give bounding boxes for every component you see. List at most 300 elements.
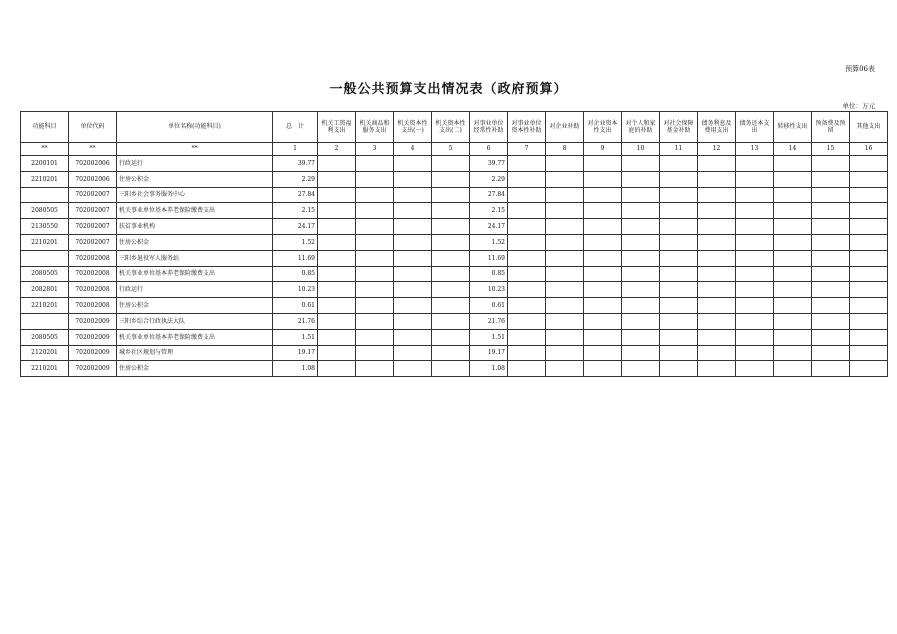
value-cell xyxy=(660,203,698,219)
unit-code-cell: 702002008 xyxy=(69,250,117,266)
column-index: 16 xyxy=(850,143,888,156)
value-cell xyxy=(394,282,432,298)
table-row xyxy=(21,187,888,203)
value-cell xyxy=(318,250,356,266)
value-cell xyxy=(660,171,698,187)
value-cell xyxy=(394,345,432,361)
function-code-cell xyxy=(21,250,69,266)
column-index: 12 xyxy=(698,143,736,156)
column-index: ** xyxy=(117,143,273,156)
value-cell xyxy=(318,266,356,282)
page-title: 一般公共预算支出情况表（政府预算） xyxy=(329,82,568,97)
value-cell xyxy=(432,298,470,314)
column-header: 转移性支出 xyxy=(774,112,812,143)
column-header: 机关资本性支出(二) xyxy=(432,112,470,143)
function-code-cell: 2210201 xyxy=(21,361,69,377)
value-cell xyxy=(812,156,850,172)
value-cell xyxy=(812,313,850,329)
column-header: 对事业单位经常性补助 xyxy=(470,112,508,143)
value-cell xyxy=(736,156,774,172)
value-cell xyxy=(736,171,774,187)
unit-name-cell: 三阳乡综合行政执法大队 xyxy=(117,313,273,329)
total-cell: 27.84 xyxy=(273,187,318,203)
form-number: 预算06表 xyxy=(845,65,875,73)
value-cell xyxy=(850,361,888,377)
value-cell: 27.84 xyxy=(470,187,508,203)
value-cell xyxy=(394,298,432,314)
value-cell xyxy=(432,282,470,298)
total-cell: 10.23 xyxy=(273,282,318,298)
value-cell xyxy=(508,329,546,345)
value-cell xyxy=(508,187,546,203)
value-cell xyxy=(812,329,850,345)
value-cell xyxy=(546,361,584,377)
value-cell xyxy=(850,171,888,187)
value-cell: 0.85 xyxy=(470,266,508,282)
total-cell: 1.08 xyxy=(273,361,318,377)
value-cell: 21.76 xyxy=(470,313,508,329)
value-cell xyxy=(736,203,774,219)
column-header: 机关工资福利支出 xyxy=(318,112,356,143)
unit-name-cell: 扶贫事业机构 xyxy=(117,219,273,235)
value-cell xyxy=(318,282,356,298)
column-header: 机关资本性支出(一) xyxy=(394,112,432,143)
value-cell xyxy=(394,187,432,203)
value-cell xyxy=(356,313,394,329)
column-header: 单位代码 xyxy=(69,112,117,143)
value-cell xyxy=(584,345,622,361)
value-cell xyxy=(584,313,622,329)
value-cell xyxy=(432,203,470,219)
total-cell: 1.52 xyxy=(273,234,318,250)
value-cell xyxy=(698,345,736,361)
value-cell xyxy=(736,345,774,361)
value-cell xyxy=(774,361,812,377)
value-cell xyxy=(546,171,584,187)
value-cell xyxy=(850,234,888,250)
value-cell xyxy=(546,156,584,172)
value-cell xyxy=(318,203,356,219)
value-cell xyxy=(774,298,812,314)
value-cell xyxy=(394,203,432,219)
column-index: 3 xyxy=(356,143,394,156)
unit-name-cell: 住房公积金 xyxy=(117,298,273,314)
unit-code-cell: 702002007 xyxy=(69,203,117,219)
value-cell xyxy=(546,219,584,235)
column-index: 11 xyxy=(660,143,698,156)
value-cell xyxy=(622,282,660,298)
unit-code-cell: 702002006 xyxy=(69,171,117,187)
unit-name-cell: 城乡社区规划与管理 xyxy=(117,345,273,361)
column-header: 单位名称(功能科目) xyxy=(117,112,273,143)
value-cell xyxy=(584,156,622,172)
value-cell xyxy=(546,282,584,298)
value-cell xyxy=(698,282,736,298)
value-cell xyxy=(736,266,774,282)
total-cell: 24.17 xyxy=(273,219,318,235)
budget-table xyxy=(20,111,888,377)
function-code-cell: 2082801 xyxy=(21,282,69,298)
value-cell: 2.29 xyxy=(470,171,508,187)
table-row xyxy=(21,156,888,172)
value-cell xyxy=(850,250,888,266)
value-cell: 11.69 xyxy=(470,250,508,266)
value-cell xyxy=(850,187,888,203)
column-index: 10 xyxy=(622,143,660,156)
value-cell xyxy=(432,345,470,361)
value-cell xyxy=(660,313,698,329)
value-cell xyxy=(850,156,888,172)
value-cell xyxy=(698,234,736,250)
unit-code-cell: 702002009 xyxy=(69,313,117,329)
value-cell xyxy=(356,298,394,314)
value-cell xyxy=(660,282,698,298)
function-code-cell: 2120201 xyxy=(21,345,69,361)
unit-name-cell: 三阳乡退役军人服务站 xyxy=(117,250,273,266)
value-cell xyxy=(432,361,470,377)
value-cell xyxy=(660,329,698,345)
value-cell xyxy=(508,219,546,235)
value-cell: 1.08 xyxy=(470,361,508,377)
value-cell xyxy=(356,156,394,172)
value-cell xyxy=(736,250,774,266)
column-header: 对事业单位资本性补助 xyxy=(508,112,546,143)
value-cell xyxy=(622,234,660,250)
value-cell xyxy=(812,171,850,187)
value-cell xyxy=(546,203,584,219)
table-row xyxy=(21,266,888,282)
column-index: ** xyxy=(69,143,117,156)
value-cell xyxy=(356,250,394,266)
table-row xyxy=(21,203,888,219)
value-cell xyxy=(698,266,736,282)
value-cell xyxy=(584,266,622,282)
value-cell xyxy=(698,329,736,345)
unit-name-cell: 行政运行 xyxy=(117,282,273,298)
column-header: 对社会保障基金补助 xyxy=(660,112,698,143)
function-code-cell: 2200101 xyxy=(21,156,69,172)
value-cell xyxy=(432,266,470,282)
value-cell xyxy=(698,203,736,219)
value-cell xyxy=(812,187,850,203)
column-index: 6 xyxy=(470,143,508,156)
value-cell xyxy=(394,329,432,345)
unit-label: 单位：万元 xyxy=(842,102,875,110)
column-index: 2 xyxy=(318,143,356,156)
value-cell xyxy=(432,187,470,203)
column-header: 对企业资本性支出 xyxy=(584,112,622,143)
value-cell xyxy=(546,298,584,314)
value-cell xyxy=(432,250,470,266)
unit-name-cell: 三阳乡社会事务服务中心 xyxy=(117,187,273,203)
value-cell: 2.15 xyxy=(470,203,508,219)
value-cell xyxy=(812,203,850,219)
value-cell xyxy=(774,203,812,219)
value-cell xyxy=(850,313,888,329)
function-code-cell: 2210201 xyxy=(21,234,69,250)
value-cell xyxy=(318,234,356,250)
value-cell xyxy=(622,298,660,314)
column-header: 预备费及预留 xyxy=(812,112,850,143)
value-cell xyxy=(660,361,698,377)
value-cell xyxy=(508,171,546,187)
value-cell xyxy=(546,250,584,266)
value-cell xyxy=(736,234,774,250)
value-cell xyxy=(318,345,356,361)
value-cell xyxy=(508,345,546,361)
value-cell xyxy=(508,203,546,219)
column-header: 机关商品和服务支出 xyxy=(356,112,394,143)
unit-name-cell: 机关事业单位基本养老保险缴费支出 xyxy=(117,329,273,345)
value-cell xyxy=(622,219,660,235)
function-code-cell: 2080505 xyxy=(21,266,69,282)
value-cell xyxy=(774,313,812,329)
value-cell xyxy=(774,171,812,187)
value-cell xyxy=(698,298,736,314)
value-cell xyxy=(812,298,850,314)
value-cell xyxy=(660,156,698,172)
value-cell xyxy=(394,313,432,329)
value-cell xyxy=(622,171,660,187)
value-cell xyxy=(394,219,432,235)
column-index: 13 xyxy=(736,143,774,156)
value-cell xyxy=(546,187,584,203)
unit-name-cell: 行政运行 xyxy=(117,156,273,172)
column-index: 9 xyxy=(584,143,622,156)
table-row xyxy=(21,298,888,314)
value-cell xyxy=(660,345,698,361)
value-cell xyxy=(736,361,774,377)
total-cell: 1.51 xyxy=(273,329,318,345)
table-body xyxy=(21,112,888,377)
index-row xyxy=(21,143,888,156)
column-index: 8 xyxy=(546,143,584,156)
value-cell xyxy=(736,187,774,203)
value-cell xyxy=(508,282,546,298)
value-cell xyxy=(584,203,622,219)
function-code-cell: 2210201 xyxy=(21,171,69,187)
value-cell xyxy=(812,250,850,266)
function-code-cell: 2130550 xyxy=(21,219,69,235)
total-cell: 0.61 xyxy=(273,298,318,314)
value-cell xyxy=(622,203,660,219)
value-cell: 1.52 xyxy=(470,234,508,250)
value-cell xyxy=(356,171,394,187)
value-cell xyxy=(774,345,812,361)
value-cell xyxy=(356,234,394,250)
unit-code-cell: 702002006 xyxy=(69,156,117,172)
value-cell xyxy=(356,282,394,298)
column-header: 功能科目 xyxy=(21,112,69,143)
unit-name-cell: 住房公积金 xyxy=(117,234,273,250)
column-index: 5 xyxy=(432,143,470,156)
column-header: 对个人和家庭的补助 xyxy=(622,112,660,143)
value-cell xyxy=(622,313,660,329)
value-cell xyxy=(356,187,394,203)
value-cell xyxy=(812,361,850,377)
value-cell xyxy=(622,156,660,172)
value-cell xyxy=(432,219,470,235)
value-cell xyxy=(508,234,546,250)
total-cell: 39.77 xyxy=(273,156,318,172)
table-row xyxy=(21,234,888,250)
value-cell xyxy=(356,361,394,377)
value-cell xyxy=(736,329,774,345)
value-cell xyxy=(774,234,812,250)
function-code-cell: 2210201 xyxy=(21,298,69,314)
value-cell xyxy=(508,313,546,329)
value-cell xyxy=(356,266,394,282)
unit-code-cell: 702002007 xyxy=(69,234,117,250)
value-cell xyxy=(318,187,356,203)
value-cell xyxy=(774,329,812,345)
total-cell: 21.76 xyxy=(273,313,318,329)
value-cell xyxy=(660,298,698,314)
total-cell: 2.15 xyxy=(273,203,318,219)
value-cell xyxy=(394,266,432,282)
value-cell xyxy=(584,234,622,250)
value-cell xyxy=(432,313,470,329)
value-cell xyxy=(508,250,546,266)
value-cell xyxy=(546,329,584,345)
value-cell xyxy=(318,219,356,235)
value-cell xyxy=(660,250,698,266)
table-row xyxy=(21,313,888,329)
value-cell xyxy=(394,156,432,172)
unit-code-cell: 702002009 xyxy=(69,361,117,377)
value-cell xyxy=(850,266,888,282)
unit-code-cell: 702002008 xyxy=(69,282,117,298)
value-cell xyxy=(774,282,812,298)
unit-name-cell: 住房公积金 xyxy=(117,171,273,187)
column-index: ** xyxy=(21,143,69,156)
value-cell xyxy=(318,329,356,345)
value-cell xyxy=(356,219,394,235)
total-cell: 11.69 xyxy=(273,250,318,266)
value-cell xyxy=(394,361,432,377)
value-cell xyxy=(774,266,812,282)
value-cell xyxy=(432,171,470,187)
function-code-cell xyxy=(21,187,69,203)
total-cell: 2.29 xyxy=(273,171,318,187)
column-index: 15 xyxy=(812,143,850,156)
column-header: 其他支出 xyxy=(850,112,888,143)
value-cell xyxy=(318,298,356,314)
column-header: 债务利息及费用支出 xyxy=(698,112,736,143)
value-cell xyxy=(660,219,698,235)
value-cell xyxy=(698,313,736,329)
value-cell xyxy=(812,266,850,282)
value-cell xyxy=(318,313,356,329)
value-cell xyxy=(698,361,736,377)
value-cell xyxy=(356,329,394,345)
value-cell xyxy=(508,361,546,377)
column-index: 1 xyxy=(273,143,318,156)
value-cell xyxy=(812,282,850,298)
value-cell xyxy=(698,187,736,203)
unit-code-cell: 702002008 xyxy=(69,266,117,282)
unit-code-cell: 702002008 xyxy=(69,298,117,314)
unit-name-cell: 机关事业单位基本养老保险缴费支出 xyxy=(117,266,273,282)
value-cell xyxy=(394,234,432,250)
unit-name-cell: 住房公积金 xyxy=(117,361,273,377)
function-code-cell: 2080505 xyxy=(21,203,69,219)
value-cell xyxy=(318,361,356,377)
value-cell xyxy=(698,171,736,187)
value-cell: 1.51 xyxy=(470,329,508,345)
value-cell xyxy=(318,171,356,187)
value-cell xyxy=(774,156,812,172)
value-cell xyxy=(622,345,660,361)
unit-name-cell: 机关事业单位基本养老保险缴费支出 xyxy=(117,203,273,219)
value-cell xyxy=(546,313,584,329)
value-cell xyxy=(850,345,888,361)
value-cell xyxy=(508,298,546,314)
value-cell xyxy=(584,250,622,266)
value-cell xyxy=(546,345,584,361)
value-cell xyxy=(736,313,774,329)
value-cell: 39.77 xyxy=(470,156,508,172)
table-row xyxy=(21,329,888,345)
value-cell xyxy=(736,298,774,314)
value-cell xyxy=(622,250,660,266)
value-cell xyxy=(584,298,622,314)
value-cell xyxy=(698,156,736,172)
value-cell xyxy=(850,219,888,235)
value-cell xyxy=(584,171,622,187)
value-cell xyxy=(432,329,470,345)
value-cell xyxy=(774,250,812,266)
value-cell xyxy=(736,282,774,298)
value-cell xyxy=(774,187,812,203)
column-header: 对企业补助 xyxy=(546,112,584,143)
value-cell: 10.23 xyxy=(470,282,508,298)
value-cell xyxy=(546,266,584,282)
function-code-cell xyxy=(21,313,69,329)
total-cell: 19.17 xyxy=(273,345,318,361)
column-index: 4 xyxy=(394,143,432,156)
value-cell xyxy=(698,219,736,235)
value-cell xyxy=(660,187,698,203)
column-header: 总 计 xyxy=(273,112,318,143)
value-cell xyxy=(584,282,622,298)
value-cell xyxy=(318,156,356,172)
value-cell xyxy=(432,156,470,172)
unit-code-cell: 702002007 xyxy=(69,187,117,203)
column-index: 14 xyxy=(774,143,812,156)
column-header: 债务还本支出 xyxy=(736,112,774,143)
value-cell xyxy=(698,250,736,266)
value-cell xyxy=(812,345,850,361)
value-cell xyxy=(394,171,432,187)
value-cell xyxy=(622,361,660,377)
value-cell xyxy=(584,361,622,377)
value-cell: 24.17 xyxy=(470,219,508,235)
table-row xyxy=(21,282,888,298)
unit-code-cell: 702002009 xyxy=(69,329,117,345)
value-cell xyxy=(584,187,622,203)
value-cell xyxy=(812,234,850,250)
value-cell xyxy=(736,219,774,235)
value-cell xyxy=(508,156,546,172)
header-row xyxy=(21,112,888,143)
value-cell xyxy=(584,219,622,235)
value-cell xyxy=(774,219,812,235)
table-row xyxy=(21,361,888,377)
value-cell xyxy=(622,187,660,203)
value-cell xyxy=(622,329,660,345)
value-cell xyxy=(660,266,698,282)
